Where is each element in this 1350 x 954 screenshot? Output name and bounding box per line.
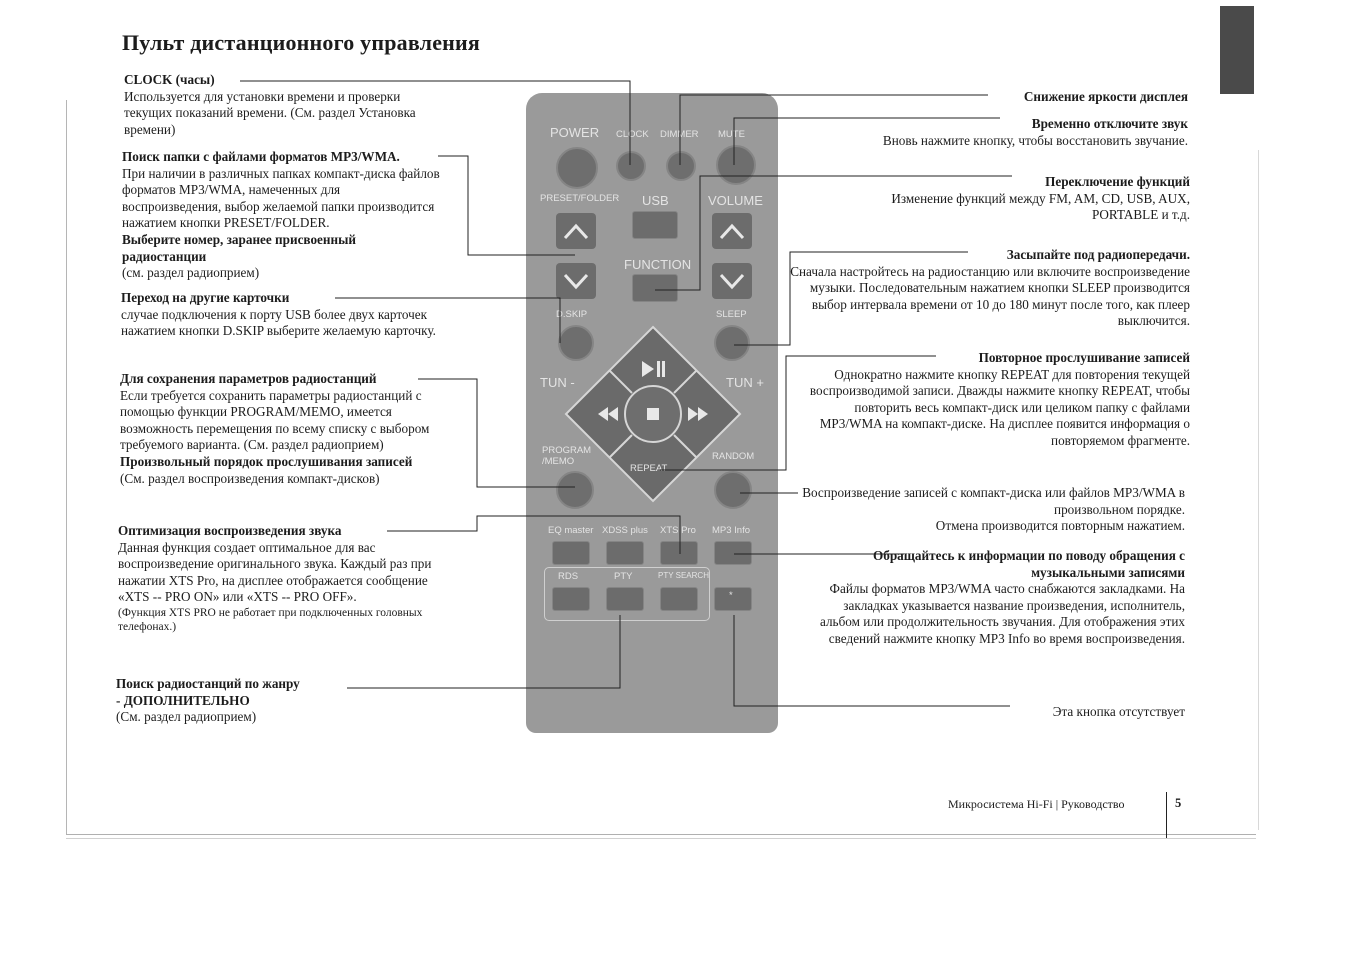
random-body: Воспроизведение записей с компакт-диска или файлов MP3/WMA в произвольном порядке. <box>802 485 1185 517</box>
sleep-label: SLEEP <box>716 309 747 320</box>
program-memo-label-2: /MEMO <box>542 456 575 467</box>
dimmer-label: DIMMER <box>660 129 699 140</box>
preset-folder-label: PRESET/FOLDER <box>540 193 620 204</box>
program-memo-label-1: PROGRAM <box>542 445 592 456</box>
random-label: RANDOM <box>712 451 755 462</box>
xts-body: Данная функция создает оптимальное для вас воспроизведение оригинального звука. Каждый раз при нажатии XTS Pro, на дисплее отображается сообщение «XTS -- PRO ON» или «XTS -- PRO OFF». <box>118 539 432 605</box>
page-title: Пульт дистанционного управления <box>122 30 481 55</box>
repeat-heading: Повторное прослушивание записей <box>978 350 1190 365</box>
star-label: * <box>729 590 733 601</box>
sleep-heading: Засыпайте под радиопередачи. <box>1006 247 1190 262</box>
genre-heading: Поиск радиостанций по жанру <box>116 676 300 691</box>
dskip-label: D.SKIP <box>556 309 588 320</box>
mp3info-heading: Обращайтесь к информации по поводу обращения с музыкальными записями <box>873 548 1185 580</box>
pty-label: PTY <box>614 571 633 582</box>
leader-folder <box>438 156 575 255</box>
leader-function <box>655 176 1012 290</box>
page-number: 5 <box>1175 796 1182 810</box>
xts-note: (Функция XTS PRO не работает при подключенных головных телефонах.) <box>118 606 423 633</box>
leader-repeat <box>660 356 936 470</box>
volume-label: VOLUME <box>708 193 763 208</box>
mute-heading: Временно отключите звук <box>1031 116 1188 131</box>
power-label: POWER <box>550 125 600 140</box>
folder-heading: Поиск папки с файлами форматов MP3/WMA. <box>122 149 400 164</box>
random-body-2: Отмена производится повторным нажатием. <box>935 518 1185 534</box>
program-heading: Для сохранения параметров радиостанций <box>120 371 377 386</box>
mute-label: MUTE <box>718 129 745 140</box>
dskip-heading: Переход на другие карточки <box>121 290 290 305</box>
leader-dimmer <box>680 95 988 165</box>
repeat-body: Однократно нажмите кнопку REPEAT для повторения текущей воспроизводимой записи. Дважды нажмите кнопку REPEAT, чтобы повторить весь компакт-диск или целиком папку с файлами MP3/WMA на компакт-диске. На дисплее появится информация о повторяемом фрагменте. <box>809 366 1190 448</box>
folder-body-2: (см. раздел радиоприем) <box>122 265 260 281</box>
leader-mute <box>734 118 1000 165</box>
pty-search-label: PTY SEARCH <box>658 571 709 580</box>
function-heading: Переключение функций <box>1045 174 1190 189</box>
repeat-label: REPEAT <box>630 463 668 474</box>
genre-heading-2: - ДОПОЛНИТЕЛЬНО <box>116 692 250 708</box>
leader-program <box>418 379 575 487</box>
leader-clock <box>240 81 630 165</box>
folder-body: При наличии в различных папках компакт-диска файлов форматов MP3/WMA, намеченных для воспроизведения, выбор желаемой папки производится нажатием кнопки PRESET/FOLDER. <box>122 165 440 231</box>
function-label: FUNCTION <box>624 257 692 272</box>
rds-label: RDS <box>558 571 579 582</box>
clock-heading: CLOCK (часы) <box>124 72 215 87</box>
dimmer-heading: Снижение яркости дисплея <box>1023 89 1188 104</box>
footer-text: Микросистема Hi-Fi | Руководство <box>948 797 1125 811</box>
clock-body: Используется для установки времени и проверки текущих показаний времени. (См. раздел Установка времени) <box>124 88 416 137</box>
mute-body: Вновь нажмите кнопку, чтобы восстановить звучание. <box>882 132 1188 148</box>
tun-plus-label: TUN + <box>726 375 764 390</box>
leader-genre <box>347 615 620 688</box>
mp3-info-label: MP3 Info <box>712 525 751 536</box>
footer-separator <box>1166 792 1167 838</box>
leader-missing <box>734 615 1010 706</box>
function-body: Изменение функций между FM, AM, CD, USB, AUX, PORTABLE и т.д. <box>891 190 1190 223</box>
xts-heading: Оптимизация воспроизведения звука <box>118 523 342 538</box>
clock-label: CLOCK <box>616 129 649 140</box>
xdss-plus-label: XDSS plus <box>602 525 648 536</box>
program-body-2: (См. раздел воспроизведения компакт-дисков) <box>120 470 380 486</box>
leader-sleep <box>734 252 968 345</box>
mp3info-body: Файлы форматов MP3/WMA часто снабжаются закладками. На закладках указывается название произведения, исполнитель, альбом или продолжительность звучания. Для отображения этих сведений нажмите кнопку MP3 Info во время воспроизведения. <box>820 581 1185 646</box>
leader-xts <box>387 516 680 554</box>
program-heading-2: Произвольный порядок прослушивания записей <box>120 453 413 469</box>
dskip-body: случае подключения к порту USB более двух карточек нажатием кнопки D.SKIP выберите желаемую карточку. <box>121 306 436 339</box>
folder-heading-2: Выберите номер, заранее присвоенный радиостанции <box>122 231 357 264</box>
xts-pro-label: XTS Pro <box>660 525 696 536</box>
genre-body: (См. раздел радиоприем) <box>116 709 257 725</box>
missing-button-body: Эта кнопка отсутствует <box>1052 704 1185 719</box>
eq-master-label: EQ master <box>548 525 594 536</box>
tun-minus-label: TUN - <box>540 375 575 390</box>
program-body: Если требуется сохранить параметры радиостанций с помощью функции PROGRAM/MEMO, имеется возможность перемещения по всему списку с выбором требуемого варианта. (См. раздел радиоприем) <box>120 387 430 453</box>
leader-dskip <box>335 298 560 343</box>
usb-label: USB <box>642 193 669 208</box>
sleep-body: Сначала настройтесь на радиостанцию или включите воспроизведение музыки. Последовательным нажатием кнопки SLEEP производится выбор интервала времени от 10 до 180 минут после того, как плеер выключится. <box>790 263 1190 329</box>
